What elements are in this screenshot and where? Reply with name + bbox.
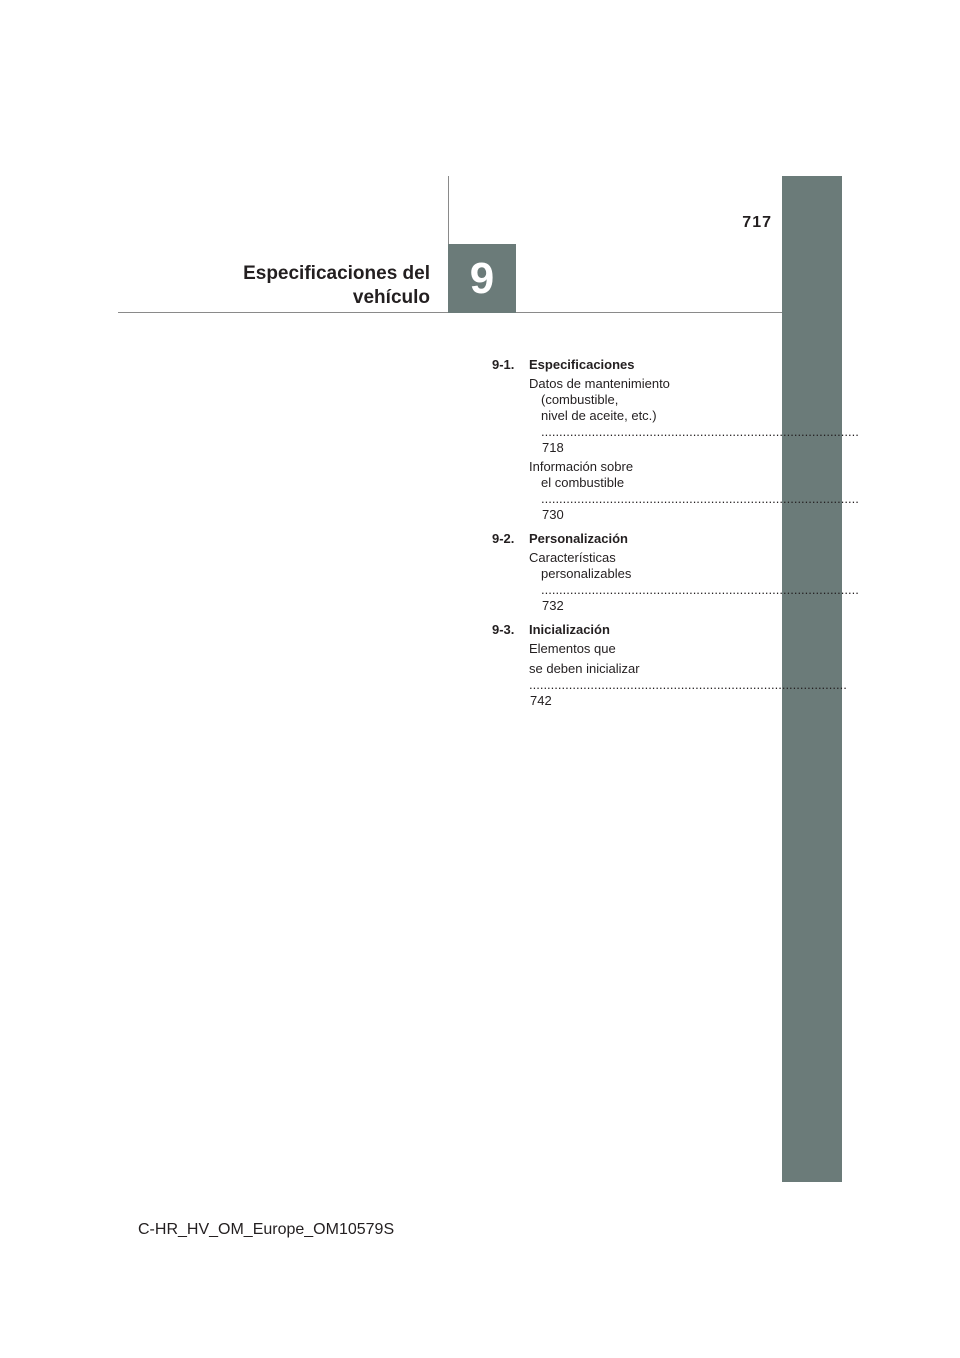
table-of-contents [492,356,742,716]
page-number: 717 [742,214,772,231]
dot-leader [541,491,859,506]
dot-leader [541,424,859,439]
chapter-title-line1: Especificaciones del [243,263,430,284]
toc-entry-page: 730 [542,507,564,522]
dot-leader [541,582,859,597]
document-code: C-HR_HV_OM_Europe_OM10579S [138,1221,395,1238]
toc-entry[interactable] [529,641,742,709]
toc-entry-page: 742 [530,693,552,708]
toc-entry-leader [529,566,742,614]
toc-section-heading[interactable] [492,356,742,373]
chapter-title [160,262,430,310]
toc-entry-page: 732 [542,598,564,613]
toc-entry-leader [529,475,742,523]
toc-entry-text: el combustible [541,475,625,490]
dot-leader [529,677,847,692]
toc-section-number: 9-3. [492,622,515,637]
toc-section [492,530,742,614]
header-vertical-rule [448,176,449,244]
toc-section-number: 9-1. [492,357,515,372]
chapter-title-line2: vehículo [352,287,430,308]
toc-entry-leader [529,408,742,456]
toc-section-number: 9-2. [492,531,515,546]
toc-entry-line: (combustible, [541,392,619,407]
toc-entry[interactable] [529,459,742,523]
toc-entry[interactable] [529,376,742,456]
toc-section [492,621,742,709]
toc-entry-leader [529,661,742,709]
toc-section-heading[interactable] [492,621,742,638]
chapter-number-box: 9 [448,244,516,313]
toc-section-title: Especificaciones [529,357,635,372]
toc-section-title: Inicialización [529,622,610,637]
toc-entry-line: Información sobre [529,459,634,474]
toc-section-heading[interactable] [492,530,742,547]
toc-entry-page: 718 [542,440,564,455]
toc-entry-line: Elementos que [529,641,616,656]
toc-entry-line: Características [529,550,616,565]
toc-entry-text: nivel de aceite, etc.) [541,408,657,423]
toc-entry-text: se deben inicializar [529,661,640,676]
toc-entry[interactable] [529,550,742,614]
toc-section-title: Personalización [529,531,628,546]
toc-entry-text: personalizables [541,566,632,581]
toc-entry-line: Datos de mantenimiento [529,376,670,391]
toc-section [492,356,742,523]
